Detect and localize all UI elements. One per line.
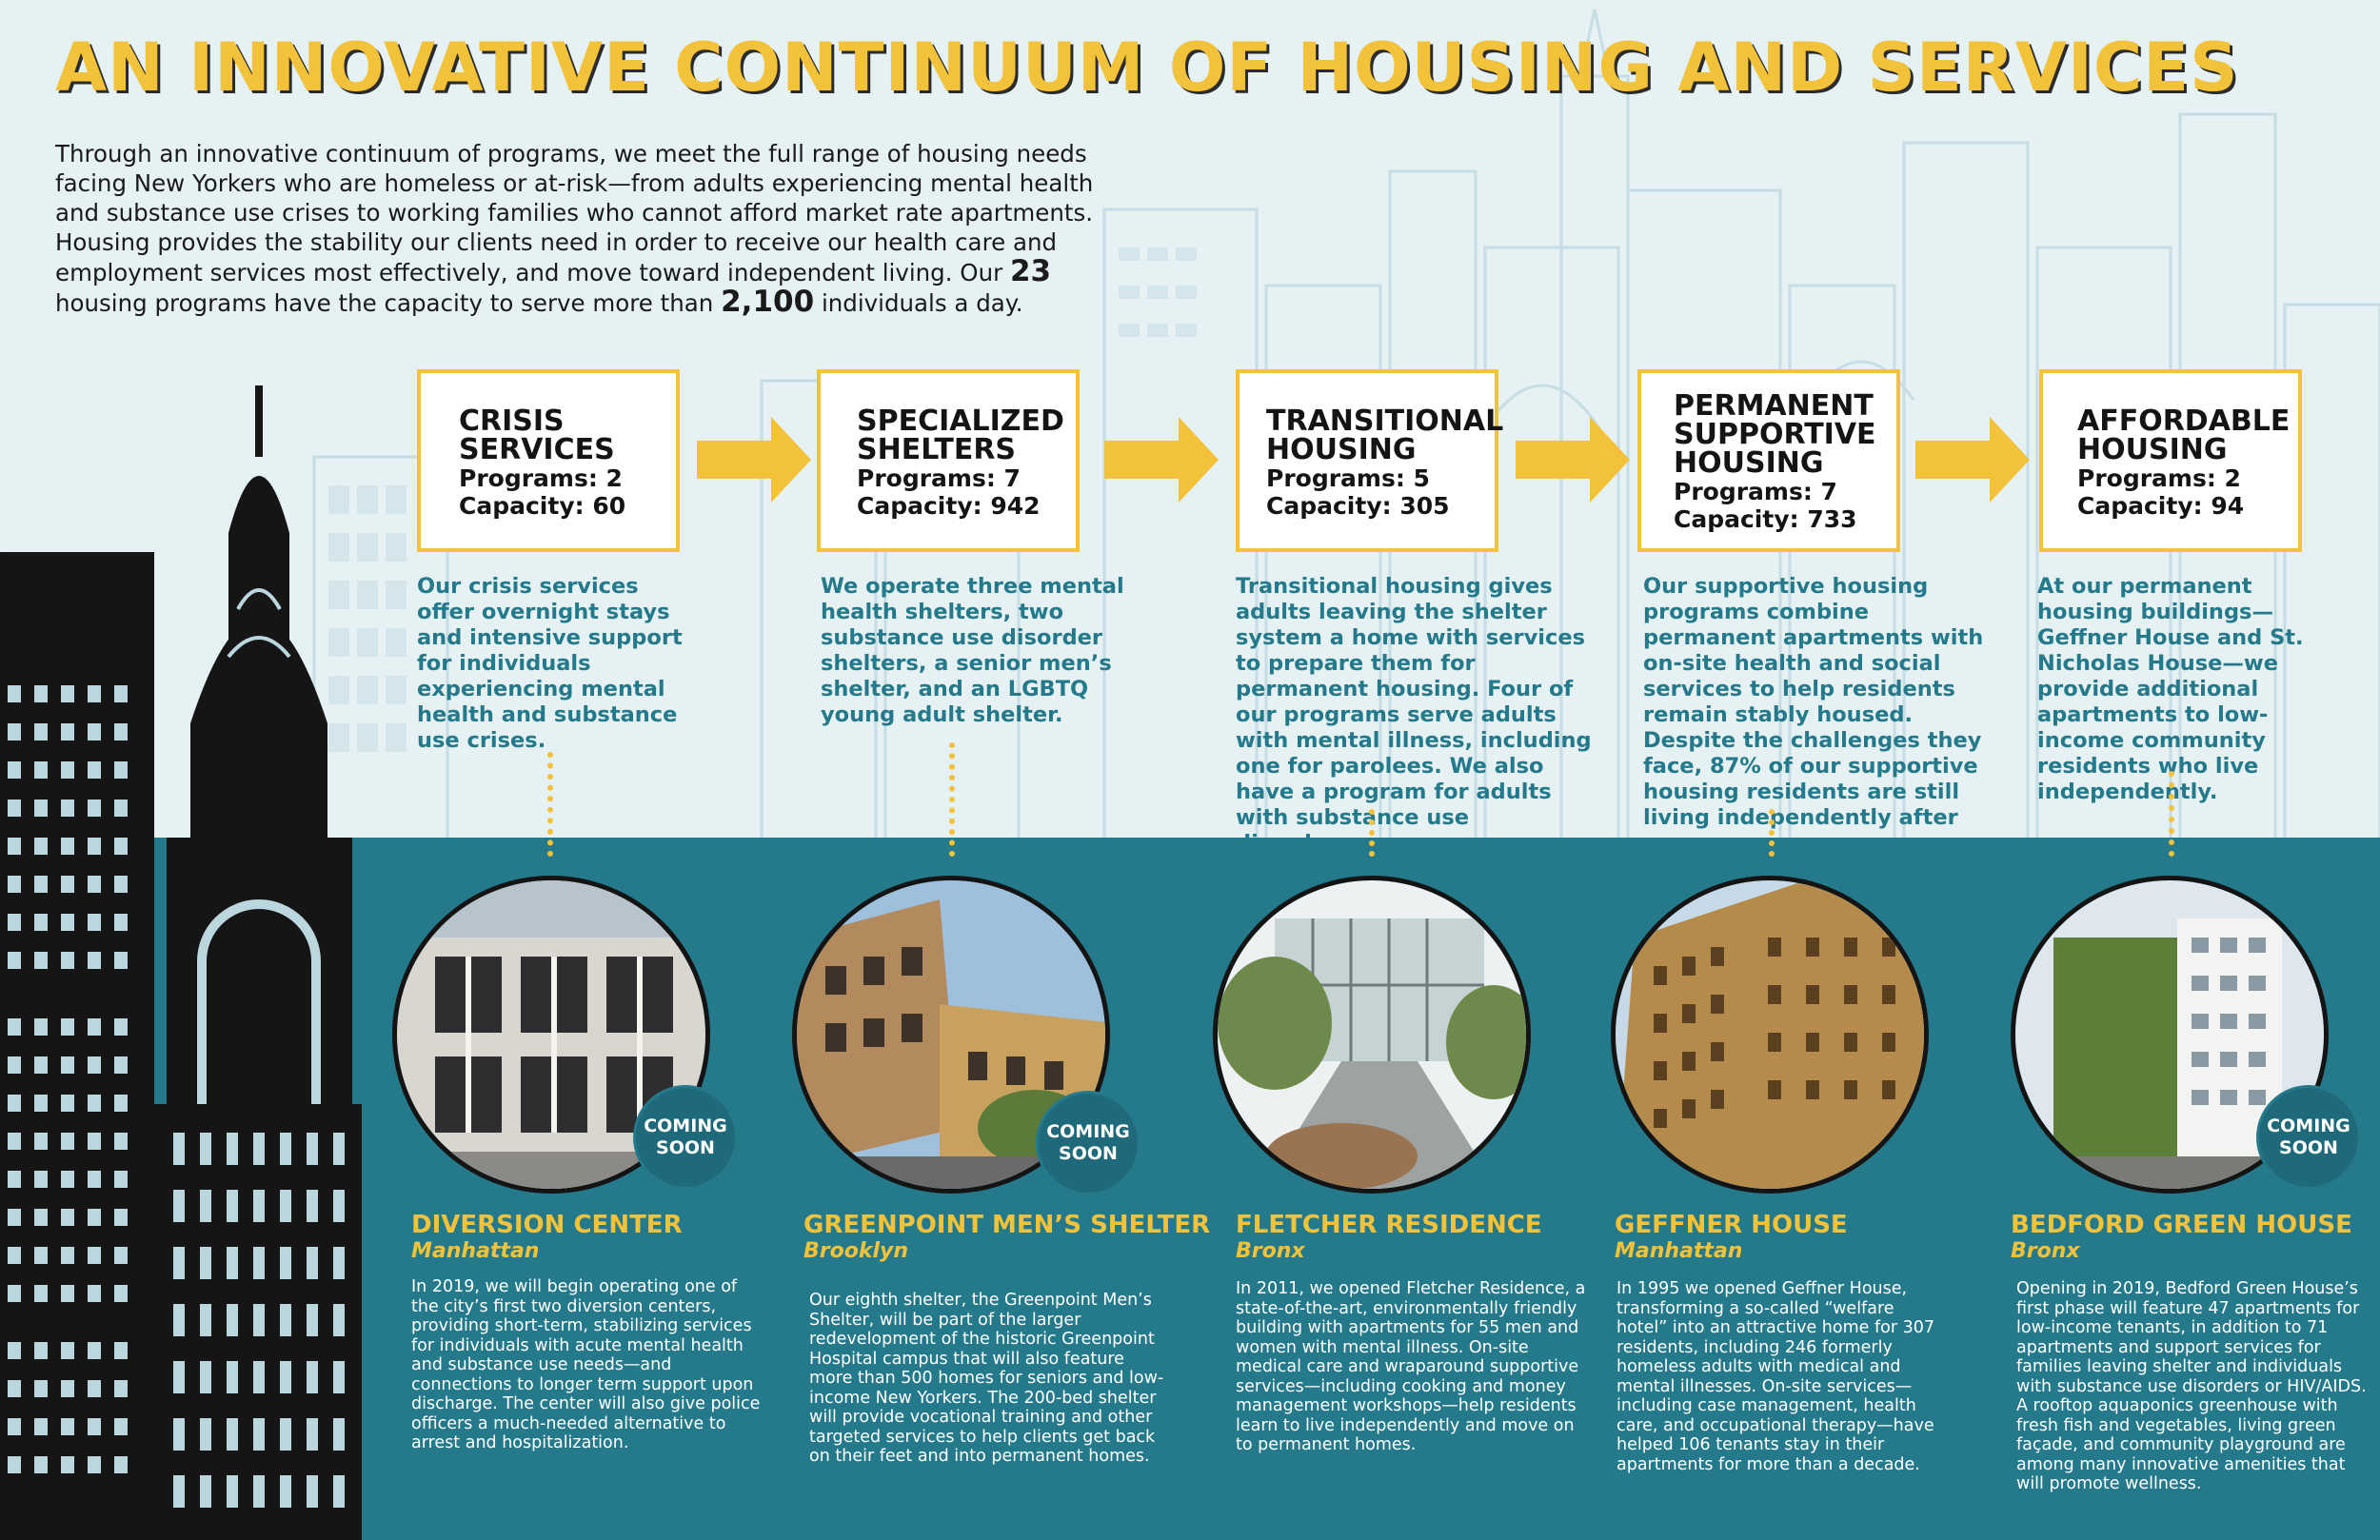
stage-title-line: PERMANENT (1674, 389, 1874, 423)
property-name: BEDFORD GREEN HOUSE (2011, 1211, 2352, 1239)
property-name: GREENPOINT MEN’S SHELTER (803, 1211, 1211, 1239)
stage-title-line: AFFORDABLE (2077, 405, 2291, 438)
coming-soon-badge: COMING SOON (633, 1085, 738, 1190)
stage-description: Our supportive housing programs combine permanent apartments with on-site health and social services to help residents remain stably housed. Despite the challenges they face, 87% of our supportive housing residents are still living independently after one year. (1643, 574, 1984, 856)
stage-title-line: SHELTERS (857, 433, 1017, 466)
stage-title-line: CRISIS (459, 405, 565, 438)
property-description: Opening in 2019, Bedford Green House’s first phase will feature 47 apartments for low-income tenants, in addition to 71 apartments and support services for families leaving shelter and individuals with substance use disorders or HIV/AIDS. A rooftop aquaponics greenhouse with fresh fish and vegetables, living green façade, and community playground are among many innovative amenities that will promote wellness. (2016, 1279, 2367, 1493)
stage-title-line: SUPPORTIVE (1674, 418, 1876, 451)
stage-description: Transitional housing gives adults leaving the shelter system a home with services to prepare them for permanent housing. Four of our programs serve adults with mental illness, including one for parolees. We also have a program for adults with substance use disorders. (1236, 574, 1592, 856)
dotted-connector (1769, 809, 1780, 857)
intro-text-2: housing programs have the capacity to serve more than (55, 289, 714, 317)
stage-title-line: TRANSITIONAL (1266, 405, 1504, 438)
dotted-connector (1369, 809, 1380, 857)
stage-capacity: Capacity: 733 (1674, 505, 1857, 533)
property-description: In 2011, we opened Fletcher Residence, a state-of-the-art, environmentally friendly building with apartments for 55 men and women with mental illness. On-site medical care and wraparound supportive services—including cooking and money management workshops—help residents learn to live independently and move on to permanent homes. (1236, 1279, 1586, 1454)
stage-box-permanent-supportive-housing (1637, 369, 1900, 552)
property-description: Our eighth shelter, the Greenpoint Men’s Shelter, will be part of the larger redevelopment of the historic Greenpoint Hospital campus that will also feature more than 500 homes for seniors and low-income New Yorkers. The 200-bed shelter will provide vocational training and other targeted services to help clients get back on their feet and into permanent homes. (809, 1291, 1164, 1466)
stage-title-line: SPECIALIZED (857, 405, 1064, 438)
stage-title-line: HOUSING (1674, 446, 1824, 480)
stage-programs: Programs: 7 (857, 464, 1021, 492)
stage-box-transitional-housing (1236, 369, 1504, 552)
property-borough: Bronx (2011, 1239, 2080, 1263)
property-description: In 1995 we opened Geffner House, transforming a so-called “welfare hotel” into an attractive home for 307 residents, including 246 formerly homeless adults with medical and mental illnesses. On-site services—including case management, health care, and occupational therapy—have helped 106 tenants stay in their apartments for more than a decade. (1616, 1279, 1934, 1474)
coming-soon-badge: COMING SOON (2256, 1085, 2361, 1190)
stage-capacity: Capacity: 305 (1266, 492, 1450, 520)
property-name: GEFFNER HOUSE (1615, 1211, 1848, 1239)
dotted-connector (949, 742, 961, 857)
property-borough: Manhattan (1615, 1239, 1743, 1263)
stage-title-line: HOUSING (1266, 433, 1417, 466)
stage-capacity: Capacity: 60 (459, 492, 626, 520)
property-description: In 2019, we will begin operating one of the city’s first two diversion centers, providing short-term, stabilizing services for individuals with acute mental health and substance use needs—and connections to longer term support upon discharge. The center will also give police officers a much-needed alternative to arrest and hospitalization. (411, 1277, 761, 1452)
stage-programs: Programs: 2 (459, 464, 623, 492)
stage-box-crisis-services (417, 369, 680, 552)
stage-description: Our crisis services offer overnight stays and intensive support for individuals experiencing mental health and substance use crises. (417, 574, 683, 753)
stage-description: At our permanent housing buildings—Geffner House and St. Nicholas House—we provide additional apartments to low-income community residents who live independently. (2037, 574, 2304, 804)
stage-title-line: SERVICES (459, 433, 615, 466)
photo-geffner-house (1611, 876, 1929, 1194)
coming-soon-badge: COMING SOON (1036, 1091, 1140, 1195)
property-borough: Manhattan (411, 1239, 540, 1263)
property-borough: Brooklyn (803, 1239, 909, 1263)
arrow-right-icon (1104, 417, 1219, 503)
arrow-right-icon (1516, 417, 1630, 503)
stage-capacity: Capacity: 942 (857, 492, 1041, 520)
stage-description: We operate three mental health shelters, two substance use disorder shelters, a senior men’s shelter, and an LGBTQ young adult shelter. (821, 574, 1124, 727)
stage-programs: Programs: 2 (2077, 464, 2241, 492)
arrow-right-icon (697, 417, 811, 503)
stage-programs: Programs: 7 (1674, 478, 1837, 505)
intro-text-1: Through an innovative continuum of programs, we meet the full range of housing needs facing New Yorkers who are homeless or at-risk—from adults experiencing mental health and substance use crises to working families who cannot afford market rate apartments. Housing provides the stability our clients need in order to receive our health care and employment services most effectively, and move toward independent living. Our (55, 140, 1094, 286)
stage-programs: Programs: 5 (1266, 464, 1430, 492)
property-name: DIVERSION CENTER (411, 1211, 683, 1239)
photo-fletcher-residence (1213, 876, 1531, 1194)
stage-box-specialized-shelters (817, 369, 1080, 552)
stage-box-affordable-housing (2039, 369, 2302, 552)
page-title: AN INNOVATIVE CONTINUUM OF HOUSING AND SERVICES (55, 29, 2239, 107)
property-borough: Bronx (1236, 1239, 1305, 1263)
property-name: FLETCHER RESIDENCE (1236, 1211, 1542, 1239)
programs-count: 23 (1009, 254, 1052, 288)
intro-text-3: individuals a day. (821, 289, 1023, 317)
arrow-right-icon (1915, 417, 2030, 503)
individuals-count: 2,100 (721, 285, 815, 319)
intro-paragraph (55, 139, 1112, 318)
stage-title-line: HOUSING (2077, 433, 2228, 466)
dotted-connector (547, 752, 559, 857)
dotted-connector (2169, 771, 2180, 857)
stage-capacity: Capacity: 94 (2077, 492, 2245, 520)
